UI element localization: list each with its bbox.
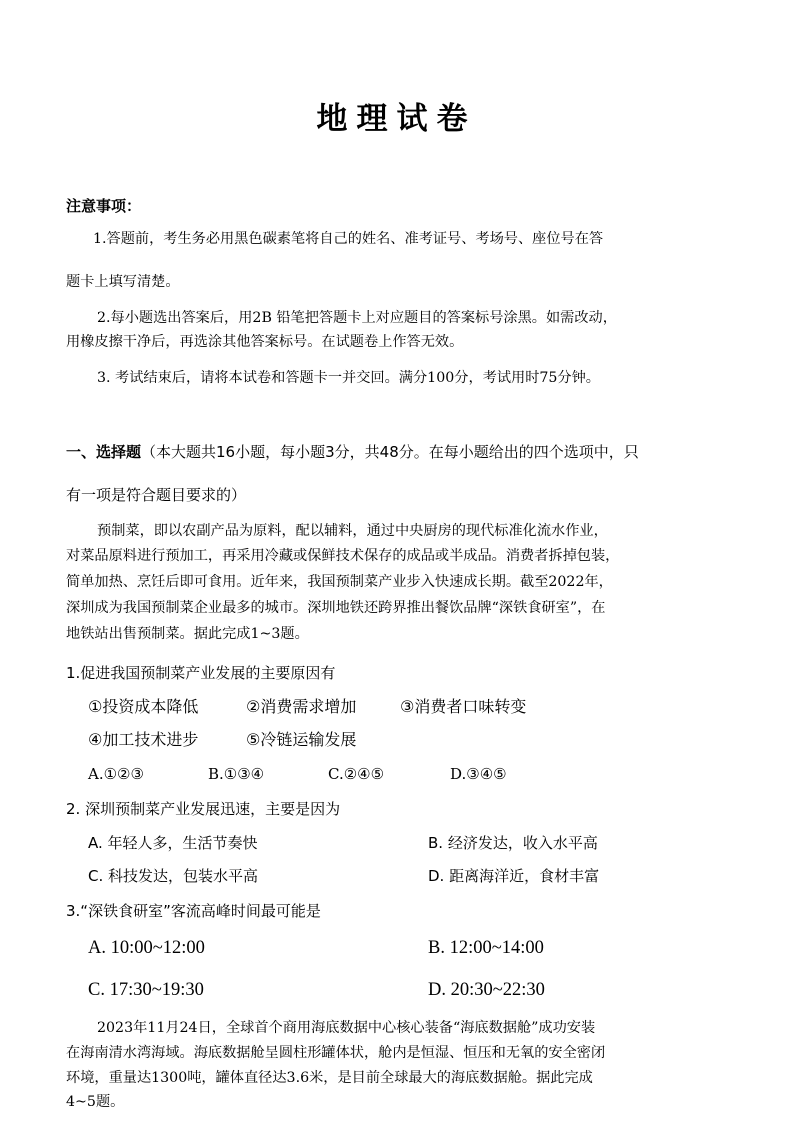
q1-option-c: C.②④⑤: [328, 765, 385, 783]
q2-option-a: A. 年轻人多，生活节奏快: [88, 834, 258, 852]
q1-item: ②消费需求增加: [246, 697, 357, 716]
q2-option-c: C. 科技发达，包装水平高: [88, 867, 259, 885]
notes-heading: 注意事项：: [66, 197, 142, 215]
passage-2-line-4: 4~5题。: [66, 1094, 125, 1110]
q3-option-b: B. 12:00~14:00: [428, 938, 544, 958]
passage-1-line-1: 预制菜，即以农副产品为原料，配以辅料，通过中央厨房的现代标准化流水作业，: [97, 523, 608, 539]
q3-option-a: A. 10:00~12:00: [88, 938, 205, 958]
passage-2-line-2: 在海南清水湾海域。海底数据舱呈圆柱形罐体状，舱内是恒湿、恒压和无氧的安全密闭: [66, 1045, 606, 1061]
section-header: [66, 445, 639, 460]
passage-1-line-4: 深圳成为我国预制菜企业最多的城市。深圳地铁还跨界推出餐饮品牌“深铁食研室”，在: [66, 600, 606, 616]
passage-1-line-3: 简单加热、烹饪后即可食用。近年来，我国预制菜产业步入快速成长期。截至2022年，: [66, 574, 613, 590]
note-1-line-2: 题卡上填写清楚。: [66, 274, 180, 290]
q1-option-a: A.①②③: [88, 765, 144, 783]
q2-option-b: B. 经济发达，收入水平高: [428, 834, 598, 852]
q1-item: ①投资成本降低: [88, 697, 199, 716]
note-2-line-1: 2.每小题选出答案后，用2B 铅笔把答题卡上对应题目的答案标号涂黑。如需改动，: [97, 310, 617, 326]
passage-1-line-5: 地铁站出售预制菜。据此完成1~3题。: [66, 626, 309, 642]
passage-2-line-3: 环境，重量达1300吨，罐体直径达3.6米，是目前全球最大的海底数据舱。据此完成: [66, 1070, 593, 1086]
q2-option-d: D. 距离海洋近，食材丰富: [428, 867, 600, 885]
note-1-line-1: 1.答题前，考生务必用黑色碳素笔将自己的姓名、准考证号、考场号、座位号在答: [93, 231, 604, 247]
page-title: 地理试卷: [316, 101, 477, 137]
question-2-stem: 2. 深圳预制菜产业发展迅速，主要是因为: [66, 800, 341, 818]
note-3: 3. 考试结束后，请将本试卷和答题卡一并交回。满分100分，考试用时75分钟。: [97, 370, 600, 386]
question-1-stem: 1.促进我国预制菜产业发展的主要原因有: [66, 664, 336, 682]
q1-option-b: B.①③④: [208, 765, 265, 783]
note-2-line-2: 用橡皮擦干净后，再选涂其他答案标号。在试题卷上作答无效。: [66, 334, 464, 350]
q3-option-c: C. 17:30~19:30: [88, 980, 204, 1000]
q1-item: ④加工技术进步: [88, 730, 199, 749]
section-heading: 一、选择题: [66, 443, 142, 461]
question-3-stem: 3.“深铁食研室”客流高峰时间最可能是: [66, 902, 321, 920]
q1-item: ③消费者口味转变: [400, 697, 527, 716]
q1-option-d: D.③④⑤: [450, 765, 507, 783]
section-description: （本大题共16小题，每小题3分，共48分。在每小题给出的四个选项中，只: [141, 443, 639, 461]
q1-item: ⑤冷链运输发展: [246, 730, 357, 749]
q3-option-d: D. 20:30~22:30: [428, 980, 545, 1000]
section-description-2: 有一项是符合题目要求的）: [66, 486, 247, 504]
passage-1-line-2: 对菜品原料进行预加工，再采用冷藏或保鲜技术保存的成品或半成品。消费者拆掉包装，: [66, 548, 620, 564]
passage-2-line-1: 2023年11月24日，全球首个商用海底数据中心核心装备“海底数据舱”成功安装: [97, 1020, 596, 1036]
